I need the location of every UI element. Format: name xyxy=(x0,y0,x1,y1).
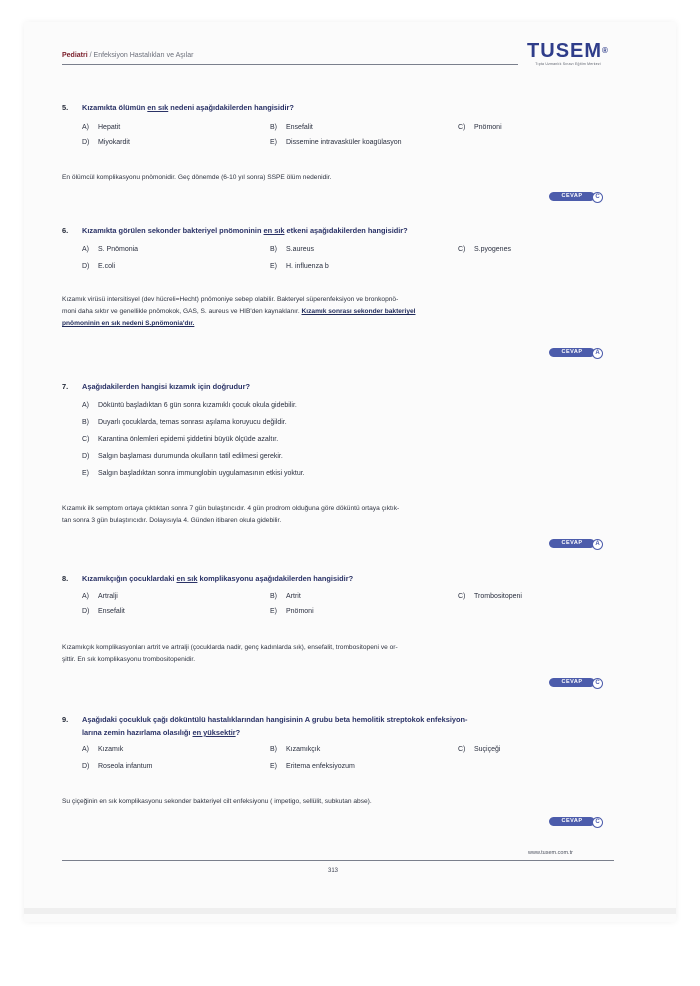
logo-word: TUSEM xyxy=(527,40,603,62)
q9-explanation: Su çiçeğinin en sık komplikasyonu sekonder bakteriyel cilt enfeksiyonu ( impetigo, sellülit, subkutan abse). xyxy=(62,798,372,805)
q9-option-e[interactable]: E) Eritema enfeksiyozum xyxy=(270,763,355,770)
logo-tagline: Tıpta Uzmanlık Sınavı Eğitim Merkezi xyxy=(535,62,601,66)
section-subtitle: / Enfeksiyon Hastalıkları ve Aşılar xyxy=(89,52,194,59)
q6-answer-badge: CEVAP A xyxy=(549,348,604,357)
q7-option-c[interactable]: C) Karantina önlemleri epidemi şiddetini büyük ölçüde azaltır. xyxy=(82,436,279,443)
tusem-logo xyxy=(522,40,614,66)
q5-answer-letter: C xyxy=(592,192,603,203)
q8-explanation: Kızamıkçık komplikasyonları artrit ve artralji (çocuklarda nadir, genç kadınlarda sık), ensefalit, trombositopeni ve or- şittir. En sık komplikasyonu trombositopenidir. xyxy=(62,644,398,663)
q5-option-c[interactable]: C) Pnömoni xyxy=(458,124,502,131)
question-8-stem: 8. Kızamıkçığın çocuklardaki en sık komplikasyonu aşağıdakilerden hangisidir? xyxy=(62,574,354,583)
q6-option-d[interactable]: D) E.coli xyxy=(82,263,116,270)
q8-answer-badge: CEVAP C xyxy=(549,678,604,687)
page-edge xyxy=(24,908,676,914)
q7-explanation: Kızamık ilk semptom ortaya çıktıktan sonra 7 gün bulaştırıcıdır. 4 gün prodrom olduğuna göre döküntü ortaya çıktık- tan sonra 3 gün bulaştırıcıdır. Dolayısıyla 4. Günden itibaren okula gidebilir. xyxy=(62,505,400,524)
q9-option-d[interactable]: D) Roseola infantum xyxy=(82,763,153,770)
q7-option-b[interactable]: B) Duyarlı çocuklarda, temas sonrası aşılama koruyucu değildir. xyxy=(82,419,287,426)
q6-option-c[interactable]: C) S.pyogenes xyxy=(458,246,511,253)
section-name: Pediatri xyxy=(62,52,88,59)
q9-option-a[interactable]: A) Kızamık xyxy=(82,746,124,753)
q9-answer-letter: C xyxy=(592,817,603,828)
page-number: 313 xyxy=(328,868,339,874)
q7-answer-letter: A xyxy=(592,539,603,550)
q8-option-b[interactable]: B) Artrit xyxy=(270,593,301,600)
question-5-stem: 5. Kızamıkta ölümün en sık nedeni aşağıdakilerden hangisidir? xyxy=(62,103,294,112)
q5-explanation: En ölümcül komplikasyonu pnömonidir. Geç dönemde (6-10 yıl sonra) SSPE ölüm nedenidir. xyxy=(62,174,332,181)
q9-option-b[interactable]: B) Kızamıkçık xyxy=(270,746,321,753)
q5-option-e[interactable]: E) Dissemine intravasküler koagülasyon xyxy=(270,139,402,146)
q8-option-d[interactable]: D) Ensefalit xyxy=(82,608,125,615)
q7-option-d[interactable]: D) Salgın başlaması durumunda okulların tatil edilmesi gerekir. xyxy=(82,453,283,460)
q5-option-d[interactable]: D) Miyokardit xyxy=(82,139,130,146)
q6-answer-letter: A xyxy=(592,348,603,359)
question-7-stem: 7. Aşağıdakilerden hangisi kızamık için doğrudur? xyxy=(62,382,250,391)
q9-option-c[interactable]: C) Suçiçeği xyxy=(458,746,501,753)
q7-option-a[interactable]: A) Döküntü başladıktan 6 gün sonra kızamıklı çocuk okula gidebilir. xyxy=(82,402,297,409)
website-link[interactable]: www.tusem.com.tr xyxy=(528,850,573,856)
q5-answer-badge: CEVAP C xyxy=(549,192,604,201)
q9-answer-badge: CEVAP C xyxy=(549,817,604,826)
q8-option-e[interactable]: E) Pnömoni xyxy=(270,608,314,615)
q6-option-a[interactable]: A) S. Pnömonia xyxy=(82,246,139,253)
question-6-stem: 6. Kızamıkta görülen sekonder bakteriyel pnömoninin en sık etkeni aşağıdakilerden hangisidir? xyxy=(62,226,408,235)
q7-answer-badge: CEVAP A xyxy=(549,539,604,548)
q7-option-e[interactable]: E) Salgın başladıktan sonra immunglobin uygulamasının etkisi yoktur. xyxy=(82,470,305,477)
q5-option-b[interactable]: B) Ensefalit xyxy=(270,124,313,131)
q6-option-b[interactable]: B) S.aureus xyxy=(270,246,315,253)
header-rule xyxy=(62,64,518,65)
q5-option-a[interactable]: A) Hepatit xyxy=(82,124,121,131)
q8-option-a[interactable]: A) Artralji xyxy=(82,593,118,600)
question-9-stem: 9. Aşağıdaki çocukluk çağı döküntülü hastalıklarından hangisinin A grubu beta hemolitik streptokok enfeksiyon- larına zemin hazırlama olasılığı en yüksektir? xyxy=(62,715,468,737)
q8-option-c[interactable]: C) Trombositopeni xyxy=(458,593,522,600)
footer-rule xyxy=(62,860,614,861)
q6-explanation: Kızamık virüsü intersitisyel (dev hücreli=Hecht) pnömoniye sebep olabilir. Bakteryel süperenfeksiyon ve bronkopnö- moni daha sıktır ve genellikle pnömokok, GAS, S. aureus ve HIB'den kaynaklanır. Kızamık sonrası sekonder bakteriyel pnömoninin en sık nedeni S.pnömonia'dır. xyxy=(62,296,416,327)
q8-answer-letter: C xyxy=(592,678,603,689)
logo-mark: ® xyxy=(602,46,609,55)
running-header xyxy=(62,52,194,59)
q6-option-e[interactable]: E) H. influenza b xyxy=(270,263,329,270)
